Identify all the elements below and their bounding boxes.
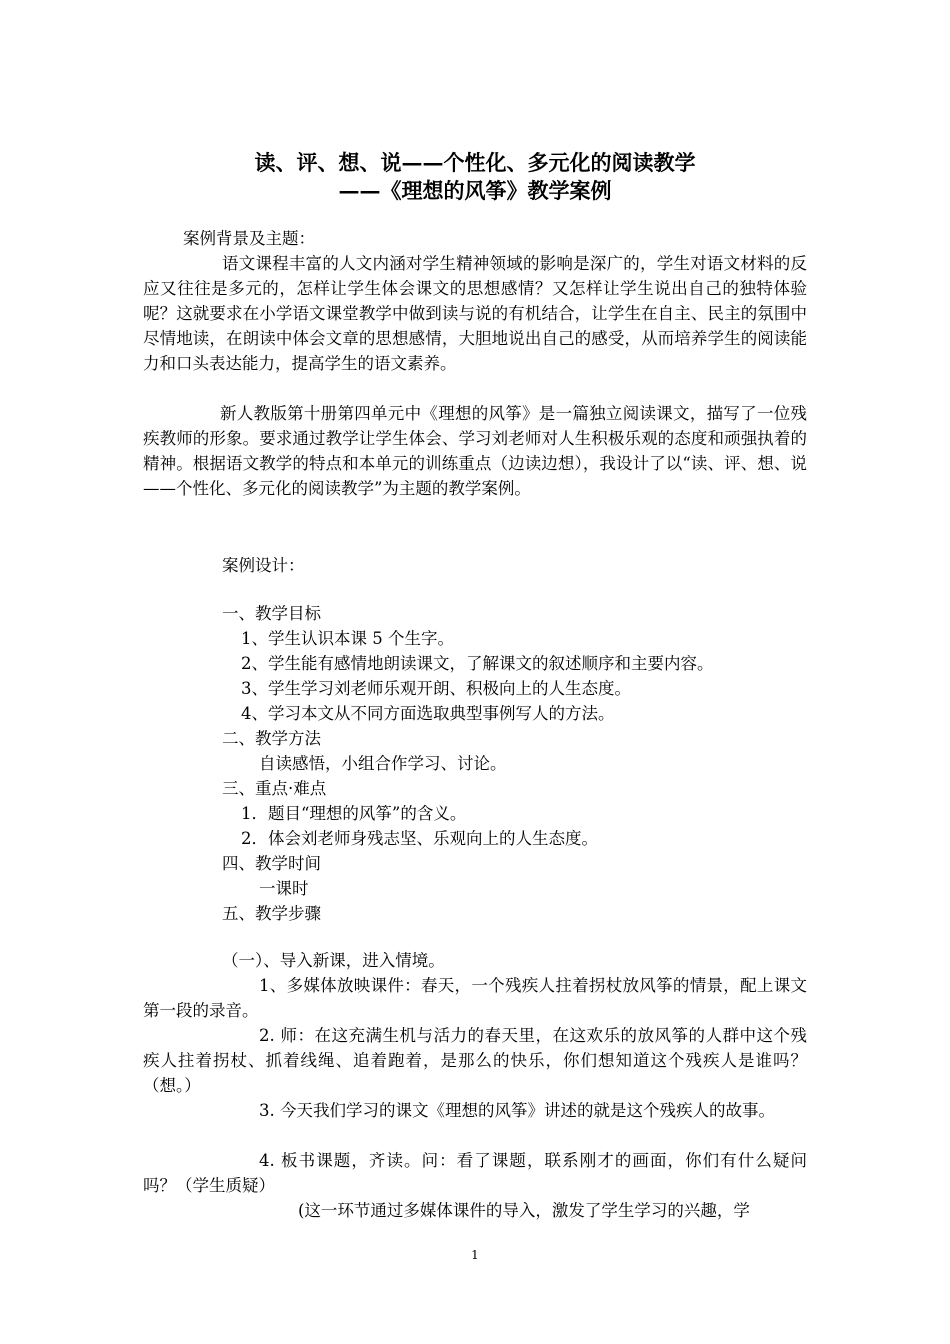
section-heading-keys: 三、重点·难点: [222, 779, 327, 798]
section-heading-time: 四、教学时间: [222, 854, 321, 873]
step-intro-heading: （一）、导入新课，进入情境。: [222, 951, 445, 970]
document-subtitle: ——《理想的风筝》教学案例: [338, 178, 612, 203]
step-item-4: 4. 板书课题，齐读。问：看了课题，联系刚才的画面，你们有什么疑问吗？（学生质疑）: [143, 1151, 807, 1195]
method-text: 自读感悟，小组合作学习、讨论。: [259, 754, 507, 773]
key-item: 2．体会刘老师身残志坚、乐观向上的人生态度。: [241, 829, 598, 848]
background-paragraph-1: 语文课程丰富的人文内涵对学生精神领域的影响是深广的，学生对语文材料的反应又往往是多元的，怎样让学生体会课文的思想感情？又怎样让学生说出自己的独特体验呢？这就要求在小学语文课堂教学中做到读与说的有机结合，让学生在自主、民主的氛围中尽情地读，在朗读中体会文章的思想感情，大胆地说出自己的感受，从而培养学生的阅读能力和口头表达能力，提高学生的语文素养。: [143, 254, 807, 373]
background-paragraph-2: 新人教版第十册第四单元中《理想的风筝》是一篇独立阅读课文，描写了一位残疾教师的形象。要求通过教学让学生体会、学习刘老师对人生积极乐观的态度和顽强执着的精神。根据语文教学的特点和本单元的训练重点（边读边想），我设计了以“读、评、想、说——个性化、多元化的阅读教学”为主题的教学案例。: [143, 404, 807, 498]
goal-item: 2、学生能有感情地朗读课文，了解课文的叙述顺序和主要内容。: [241, 654, 714, 673]
background-heading: 案例背景及主题：: [183, 229, 315, 248]
key-item: 1．题目“理想的风筝”的含义。: [241, 804, 467, 823]
step-item-3: 3. 今天我们学习的课文《理想的风筝》讲述的就是这个残疾人的故事。: [259, 1101, 775, 1120]
step-comment: (这一环节通过多媒体课件的导入，激发了学生学习的兴趣，学: [298, 1201, 750, 1220]
section-heading-steps: 五、教学步骤: [222, 904, 321, 923]
time-text: 一课时: [259, 879, 309, 898]
goal-item: 1、学生认识本课 5 个生字。: [241, 629, 454, 648]
goal-item: 3、学生学习刘老师乐观开朗、积极向上的人生态度。: [241, 679, 631, 698]
page-number: 1: [471, 1248, 479, 1262]
step-item-1: 1、多媒体放映课件：春天，一个残疾人拄着拐杖放风筝的情景，配上课文第一段的录音。: [143, 976, 807, 1020]
section-heading-goals: 一、教学目标: [222, 604, 321, 623]
document-title: 读、评、想、说——个性化、多元化的阅读教学: [254, 150, 696, 175]
section-heading-method: 二、教学方法: [222, 729, 321, 748]
design-heading: 案例设计：: [222, 556, 305, 575]
step-item-2: 2. 师：在这充满生机与活力的春天里，在这欢乐的放风筝的人群中这个残疾人拄着拐杖、抓着线绳、追着跑着，是那么的快乐，你们想知道这个残疾人是谁吗？（想。）: [143, 1026, 807, 1095]
goal-item: 4、学习本文从不同方面选取典型事例写人的方法。: [241, 704, 615, 723]
